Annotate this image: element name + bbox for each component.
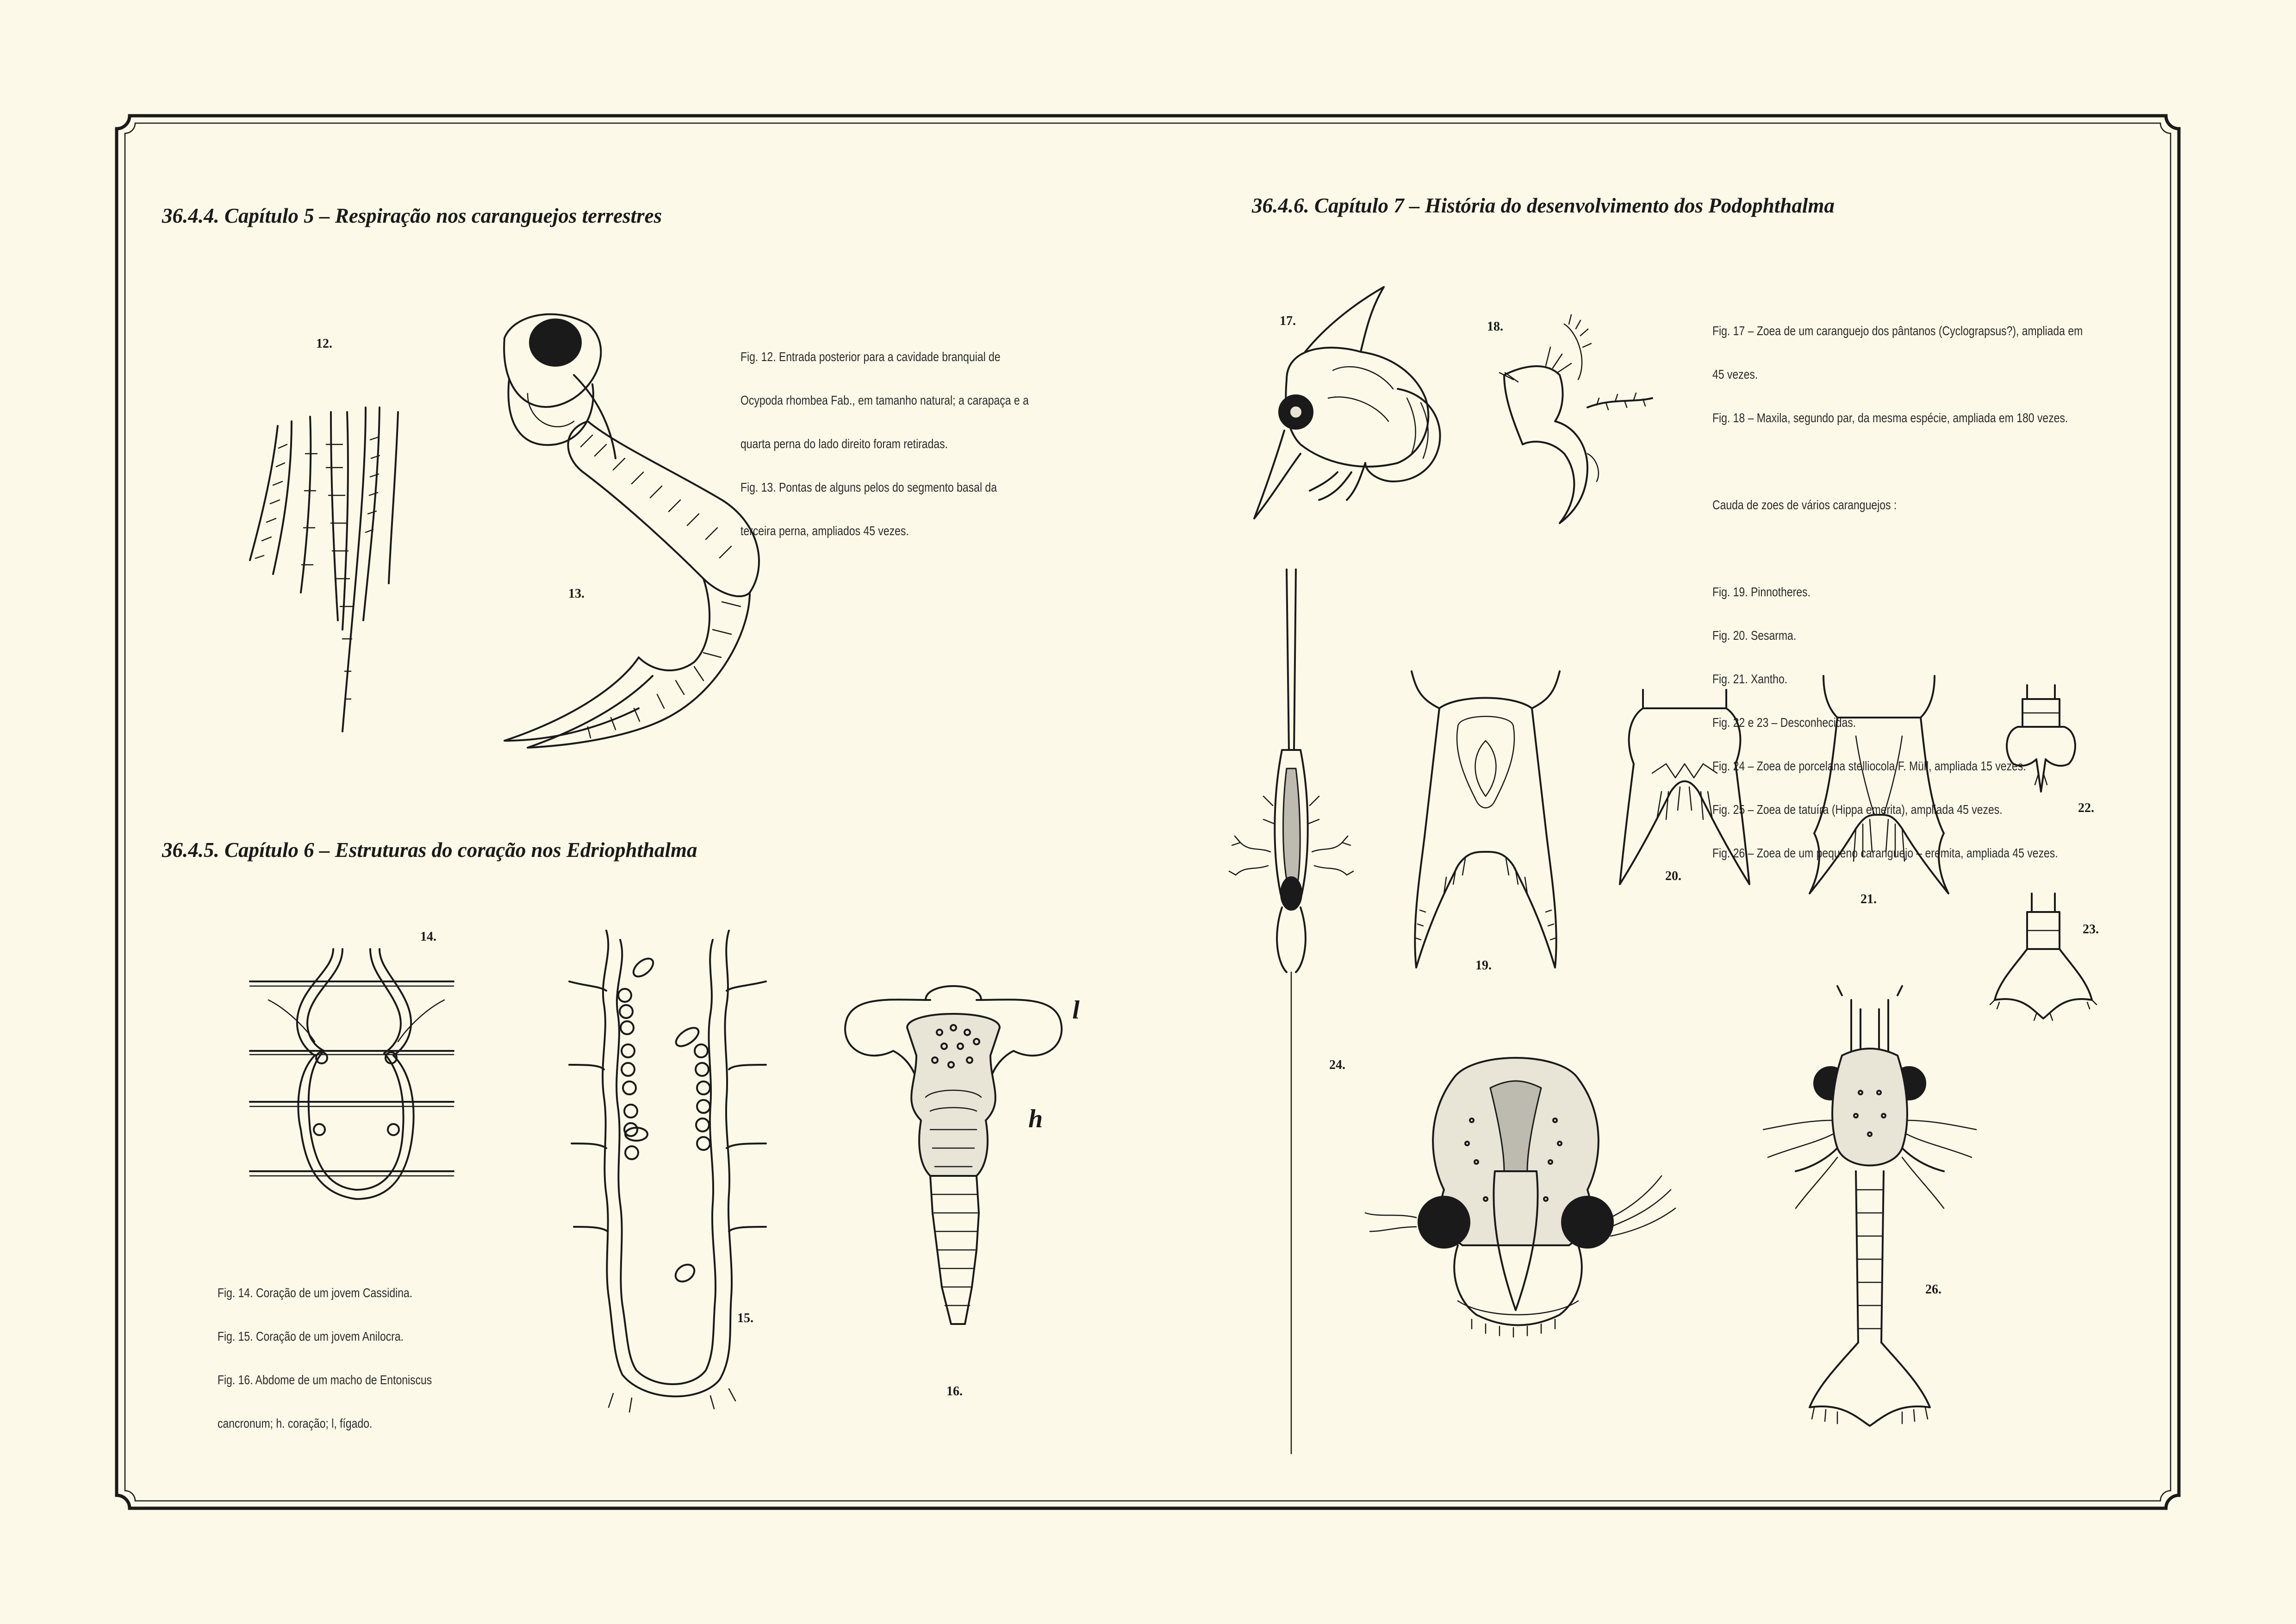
fig-21-illustration bbox=[1805, 667, 1958, 898]
fig-26-illustration bbox=[1749, 981, 1990, 1444]
fig-13-number: 13. bbox=[568, 587, 585, 601]
fig-26-number: 26. bbox=[1925, 1282, 1941, 1297]
fig-18-number: 18. bbox=[1487, 319, 1503, 334]
chapter-7-heading: 36.4.6. Capítulo 7 – História do desenvolvimento dos Podophthalma bbox=[1252, 194, 1835, 217]
fig-16-number: 16. bbox=[946, 1384, 963, 1399]
fig-21-number: 21. bbox=[1860, 892, 1877, 906]
fig-24-number: 24. bbox=[1329, 1058, 1345, 1072]
fig-20-illustration bbox=[1611, 681, 1759, 893]
fig-17-number: 17. bbox=[1280, 314, 1296, 328]
caption-fig12-13: Fig. 12. Entrada posterior para a cavidade branquial de Ocypoda rhombea Fab., em tamanho natural; a carapaça e a quarta perna do lado direito foram retiradas. Fig. 13. Pontas de alguns pelos do segmento basal da terceira perna, ampliados 45 vezes. bbox=[740, 350, 1029, 538]
fig-12-illustration bbox=[231, 398, 426, 750]
fig-14-number: 14. bbox=[420, 930, 436, 944]
fig-25-illustration bbox=[1365, 1042, 1689, 1393]
chapter-5-heading: 36.4.4. Capítulo 5 – Respiração nos caranguejos terrestres bbox=[162, 204, 662, 227]
fig-19-number: 19. bbox=[1475, 958, 1492, 973]
fig-18-illustration bbox=[1486, 306, 1671, 537]
fig-23-number: 23. bbox=[2083, 922, 2099, 937]
fig-16-letter-h: h bbox=[1028, 1105, 1043, 1133]
fig-23-illustration bbox=[1985, 889, 2097, 1028]
fig-16-letter-l: l bbox=[1072, 996, 1080, 1024]
fig-13-illustration bbox=[435, 306, 815, 764]
caption-fig17-26: Fig. 17 – Zoea de um caranguejo dos pântanos (Cyclograpsus?), ampliada em 45 vezes. Fig. 18 – Maxila, segundo par, da mesma espécie, ampliada em 180 vezes. Cauda de zoes de vários caranguejos : Fig. 19. Pinnotheres. Fig. 20. Sesarma. Fig. 21. Xantho. Fig. 22 e 23 – Desconhecidas. Fig. 24 – Zoea de porcelana stelliocola F. Müll, ampliada 15 vezes. Fig. 25 – Zoea de tatuíra (Hippa emerita), ampliada 45 vezes. Fig. 26 – Zoea de um pequeno caranguejo – eremita, ampliada 45 vezes. bbox=[1712, 324, 2083, 860]
fig-15-illustration bbox=[562, 912, 775, 1435]
fig-20-number: 20. bbox=[1665, 869, 1681, 883]
fig-12-number: 12. bbox=[316, 337, 332, 351]
fig-14-illustration bbox=[241, 935, 481, 1213]
fig-22-illustration bbox=[1995, 681, 2087, 810]
fig-22-number: 22. bbox=[2078, 801, 2094, 815]
fig-24-illustration bbox=[1222, 565, 1361, 1458]
fig-19-illustration bbox=[1402, 662, 1569, 1014]
fig-15-number: 15. bbox=[737, 1311, 753, 1325]
caption-fig14-16: Fig. 14. Coração de um jovem Cassidina. Fig. 15. Coração de um jovem Anilocra. Fig. 16. Abdome de um macho de Entoniscus cancronum; h. coração; l, fígado. bbox=[218, 1286, 432, 1430]
chapter-6-heading: 36.4.5. Capítulo 6 – Estruturas do coração nos Edriophthalma bbox=[162, 838, 697, 862]
fig-17-illustration bbox=[1240, 278, 1481, 537]
fig-16-illustration bbox=[838, 972, 1069, 1343]
